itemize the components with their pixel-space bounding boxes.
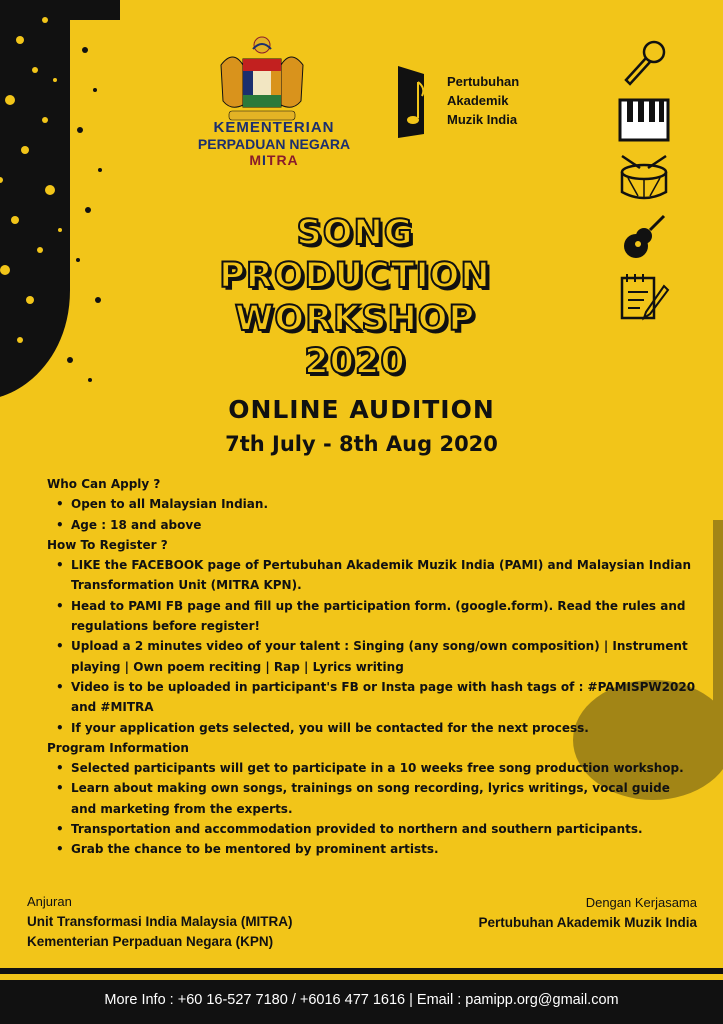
who-list xyxy=(47,494,697,535)
pami-line-1: Pertubuhan xyxy=(447,74,520,89)
contact-footer: More Info : +60 16-527 7180 / +6016 477 1616 | Email : pamipp.org@gmail.com xyxy=(0,980,723,1024)
pami-logo xyxy=(396,64,436,140)
audition-dates: 7th July - 8th Aug 2020 xyxy=(225,432,498,456)
organizer-block xyxy=(27,892,293,952)
list-item: • Head to PAMI FB page and fill up the participation form. (google.form). Read the rules and regulations before register! xyxy=(71,596,697,637)
ministry-line-2: PERPADUAN NEGARA xyxy=(197,136,351,152)
mitra-wordmark-i: I xyxy=(262,152,267,168)
mitra-wordmark xyxy=(184,152,364,168)
kerjasama-line-1: Pertubuhan Akademik Muzik India xyxy=(478,915,697,930)
anjuran-line-2: Kementerian Perpaduan Negara (KPN) xyxy=(27,934,274,949)
title-line-2: PRODUCTION xyxy=(219,256,491,296)
list-item: • Selected participants will get to participate in a 10 weeks free song production workshop. xyxy=(71,758,697,778)
mitra-wordmark-m: M xyxy=(249,152,262,168)
list-item: • Age : 18 and above xyxy=(71,515,697,535)
title-line-4: 2020 xyxy=(304,342,406,382)
list-item: • Transportation and accommodation provided to northern and southern participants. xyxy=(71,819,697,839)
instrument-icons xyxy=(618,38,678,332)
microphone-icon xyxy=(618,38,670,88)
list-item: • Grab the chance to be mentored by prominent artists. xyxy=(71,839,697,859)
pami-line-2: Akademik xyxy=(447,93,509,108)
divider xyxy=(0,968,723,974)
program-heading: Program Information xyxy=(47,740,189,755)
drum-icon xyxy=(618,152,670,202)
program-list xyxy=(47,758,697,859)
list-item: • If your application gets selected, you will be contacted for the next process. xyxy=(71,718,697,738)
list-item: • Learn about making own songs, trainings on song recording, lyrics writings, vocal guide and marketing from the experts. xyxy=(71,778,697,819)
piano-keys-icon xyxy=(618,98,670,142)
event-title xyxy=(190,212,520,384)
how-heading: How To Register ? xyxy=(47,537,168,552)
list-item: • Open to all Malaysian Indian. xyxy=(71,494,697,514)
details xyxy=(47,474,697,860)
pami-name xyxy=(447,72,519,129)
anjuran-line-1: Unit Transformasi India Malaysia (MITRA) xyxy=(27,914,293,929)
title-line-1: SONG xyxy=(296,213,414,253)
who-heading: Who Can Apply ? xyxy=(47,477,161,491)
coat-of-arms-logo xyxy=(213,35,311,127)
list-item: • LIKE the FACEBOOK page of Pertubuhan Akademik Muzik India (PAMI) and Malaysian Indian Transformation Unit (MITRA KPN). xyxy=(71,555,697,596)
list-item: • Upload a 2 minutes video of your talent : Singing (any song/own composition) | Instrument playing | Own poem reciting | Rap | Lyrics writing xyxy=(71,636,697,677)
notepad-pen-icon xyxy=(618,272,670,322)
title-line-3: WORKSHOP xyxy=(234,299,476,339)
ministry-name xyxy=(184,120,364,168)
mitra-wordmark-tra: TRA xyxy=(266,152,299,168)
collaboration-block xyxy=(478,893,697,933)
kerjasama-label: Dengan Kerjasama xyxy=(585,895,697,910)
audition-heading: ONLINE AUDITION xyxy=(228,395,495,424)
list-item: • Video is to be uploaded in participant's FB or Insta page with hash tags of : #PAMISPW2020 and #MITRA xyxy=(71,677,697,718)
guitar-icon xyxy=(618,212,670,262)
how-list xyxy=(47,555,697,738)
music-note-decoration xyxy=(0,0,120,430)
pami-line-3: Muzik India xyxy=(447,112,518,127)
ministry-line-1: KEMENTERIAN xyxy=(213,119,335,136)
anjuran-label: Anjuran xyxy=(27,894,72,909)
